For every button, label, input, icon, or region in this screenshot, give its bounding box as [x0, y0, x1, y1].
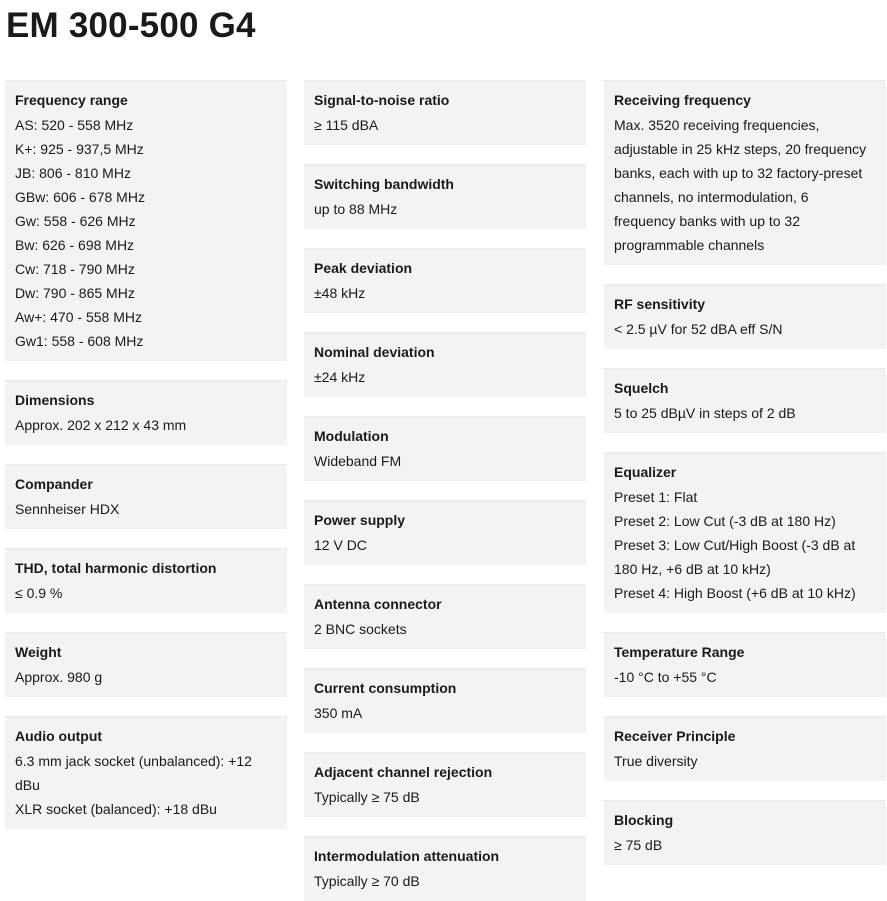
spec-card-receiving-frequency [604, 80, 886, 265]
spec-value: Cw: 718 - 790 MHz [15, 261, 135, 277]
spec-label: Current consumption [314, 680, 457, 696]
spec-value: adjustable in 25 kHz steps, 20 frequency [614, 141, 867, 157]
spec-label: Antenna connector [314, 596, 442, 612]
spec-value: Gw1: 558 - 608 MHz [15, 333, 144, 349]
spec-card-blocking [604, 800, 886, 865]
spec-card-peak-deviation [304, 248, 586, 313]
spec-card-squelch [604, 368, 886, 433]
spec-value: Preset 2: Low Cut (-3 dB at 180 Hz) [614, 513, 836, 529]
spec-label: Nominal deviation [314, 344, 435, 360]
spec-card-nominal-deviation [304, 332, 586, 397]
spec-label: Receiving frequency [614, 92, 751, 108]
spec-card-dimensions [5, 380, 287, 445]
spec-card-receiver-principle [604, 716, 886, 781]
spec-label: Weight [15, 644, 62, 660]
spec-label: RF sensitivity [614, 296, 706, 312]
spec-column-3 [604, 80, 886, 865]
spec-label: Frequency range [15, 92, 128, 108]
spec-value: Max. 3520 receiving frequencies, [614, 117, 820, 133]
spec-card-power-supply [304, 500, 586, 565]
spec-label: Dimensions [15, 392, 95, 408]
spec-value: Bw: 626 - 698 MHz [15, 237, 135, 253]
spec-value: Preset 4: High Boost (+6 dB at 10 kHz) [614, 585, 856, 601]
spec-value: ≥ 115 dBA [314, 117, 379, 133]
spec-label: Receiver Principle [614, 728, 736, 744]
spec-label: Audio output [15, 728, 103, 744]
spec-value: Approx. 980 g [15, 669, 103, 685]
spec-card-modulation [304, 416, 586, 481]
spec-card-equalizer [604, 452, 886, 613]
spec-value: ≥ 75 dB [614, 837, 663, 853]
spec-value: channels, no intermodulation, 6 [614, 189, 809, 205]
spec-card-temperature-range [604, 632, 886, 697]
spec-value: 6.3 mm jack socket (unbalanced): +12 [15, 753, 252, 769]
spec-card-antenna-connector [304, 584, 586, 649]
spec-value: Preset 1: Flat [614, 489, 698, 505]
spec-value: True diversity [614, 753, 698, 769]
spec-card-current-consumption [304, 668, 586, 733]
spec-value: Aw+: 470 - 558 MHz [15, 309, 142, 325]
spec-label: Temperature Range [614, 644, 745, 660]
spec-label: Squelch [614, 380, 669, 396]
spec-card-frequency-range [5, 80, 287, 361]
spec-value: Preset 3: Low Cut/High Boost (-3 dB at [614, 537, 856, 553]
spec-value: frequency banks with up to 32 [614, 213, 801, 229]
spec-card-audio-output [5, 716, 287, 829]
spec-card-compander [5, 464, 287, 529]
spec-value: GBw: 606 - 678 MHz [15, 189, 145, 205]
spec-label: Switching bandwidth [314, 176, 454, 192]
spec-label: Signal-to-noise ratio [314, 92, 450, 108]
spec-value: Typically ≥ 75 dB [314, 789, 420, 805]
spec-value: 2 BNC sockets [314, 621, 407, 637]
spec-value: 350 mA [314, 705, 363, 721]
spec-card-thd-total-harmonic-distortion [5, 548, 287, 613]
spec-value: AS: 520 - 558 MHz [15, 117, 134, 133]
spec-card-adjacent-channel-rejection [304, 752, 586, 817]
spec-value: XLR socket (balanced): +18 dBu [15, 801, 217, 817]
spec-value: dBu [15, 777, 40, 793]
spec-value: Wideband FM [314, 453, 402, 469]
spec-card-weight [5, 632, 287, 697]
spec-value: -10 °C to +55 °C [614, 669, 717, 685]
spec-value: 180 Hz, +6 dB at 10 kHz) [614, 561, 771, 577]
spec-value: banks, each with up to 32 factory-preset [614, 165, 863, 181]
spec-label: THD, total harmonic distortion [15, 560, 217, 576]
page-title: EM 300-500 G4 [6, 6, 256, 45]
spec-value: ±24 kHz [314, 369, 366, 385]
spec-value: Gw: 558 - 626 MHz [15, 213, 136, 229]
spec-value: Typically ≥ 70 dB [314, 873, 420, 889]
spec-label: Intermodulation attenuation [314, 848, 500, 864]
spec-card-switching-bandwidth [304, 164, 586, 229]
spec-label: Modulation [314, 428, 389, 444]
spec-label: Equalizer [614, 464, 677, 480]
spec-value: < 2.5 µV for 52 dBA eff S/N [614, 321, 783, 337]
spec-label: Adjacent channel rejection [314, 764, 493, 780]
spec-value: Dw: 790 - 865 MHz [15, 285, 135, 301]
spec-value: ≤ 0.9 % [15, 585, 63, 601]
spec-value: JB: 806 - 810 MHz [15, 165, 131, 181]
spec-label: Power supply [314, 512, 406, 528]
spec-value: 12 V DC [314, 537, 367, 553]
spec-value: Sennheiser HDX [15, 501, 120, 517]
spec-value: ±48 kHz [314, 285, 366, 301]
spec-card-rf-sensitivity [604, 284, 886, 349]
spec-label: Blocking [614, 812, 674, 828]
spec-value: up to 88 MHz [314, 201, 398, 217]
spec-column-2 [304, 80, 586, 901]
spec-value: 5 to 25 dBµV in steps of 2 dB [614, 405, 796, 421]
spec-card-signal-to-noise-ratio [304, 80, 586, 145]
spec-label: Peak deviation [314, 260, 413, 276]
spec-column-1 [5, 80, 287, 829]
spec-value: programmable channels [614, 237, 765, 253]
spec-value: K+: 925 - 937,5 MHz [15, 141, 144, 157]
spec-label: Compander [15, 476, 93, 492]
spec-value: Approx. 202 x 212 x 43 mm [15, 417, 187, 433]
